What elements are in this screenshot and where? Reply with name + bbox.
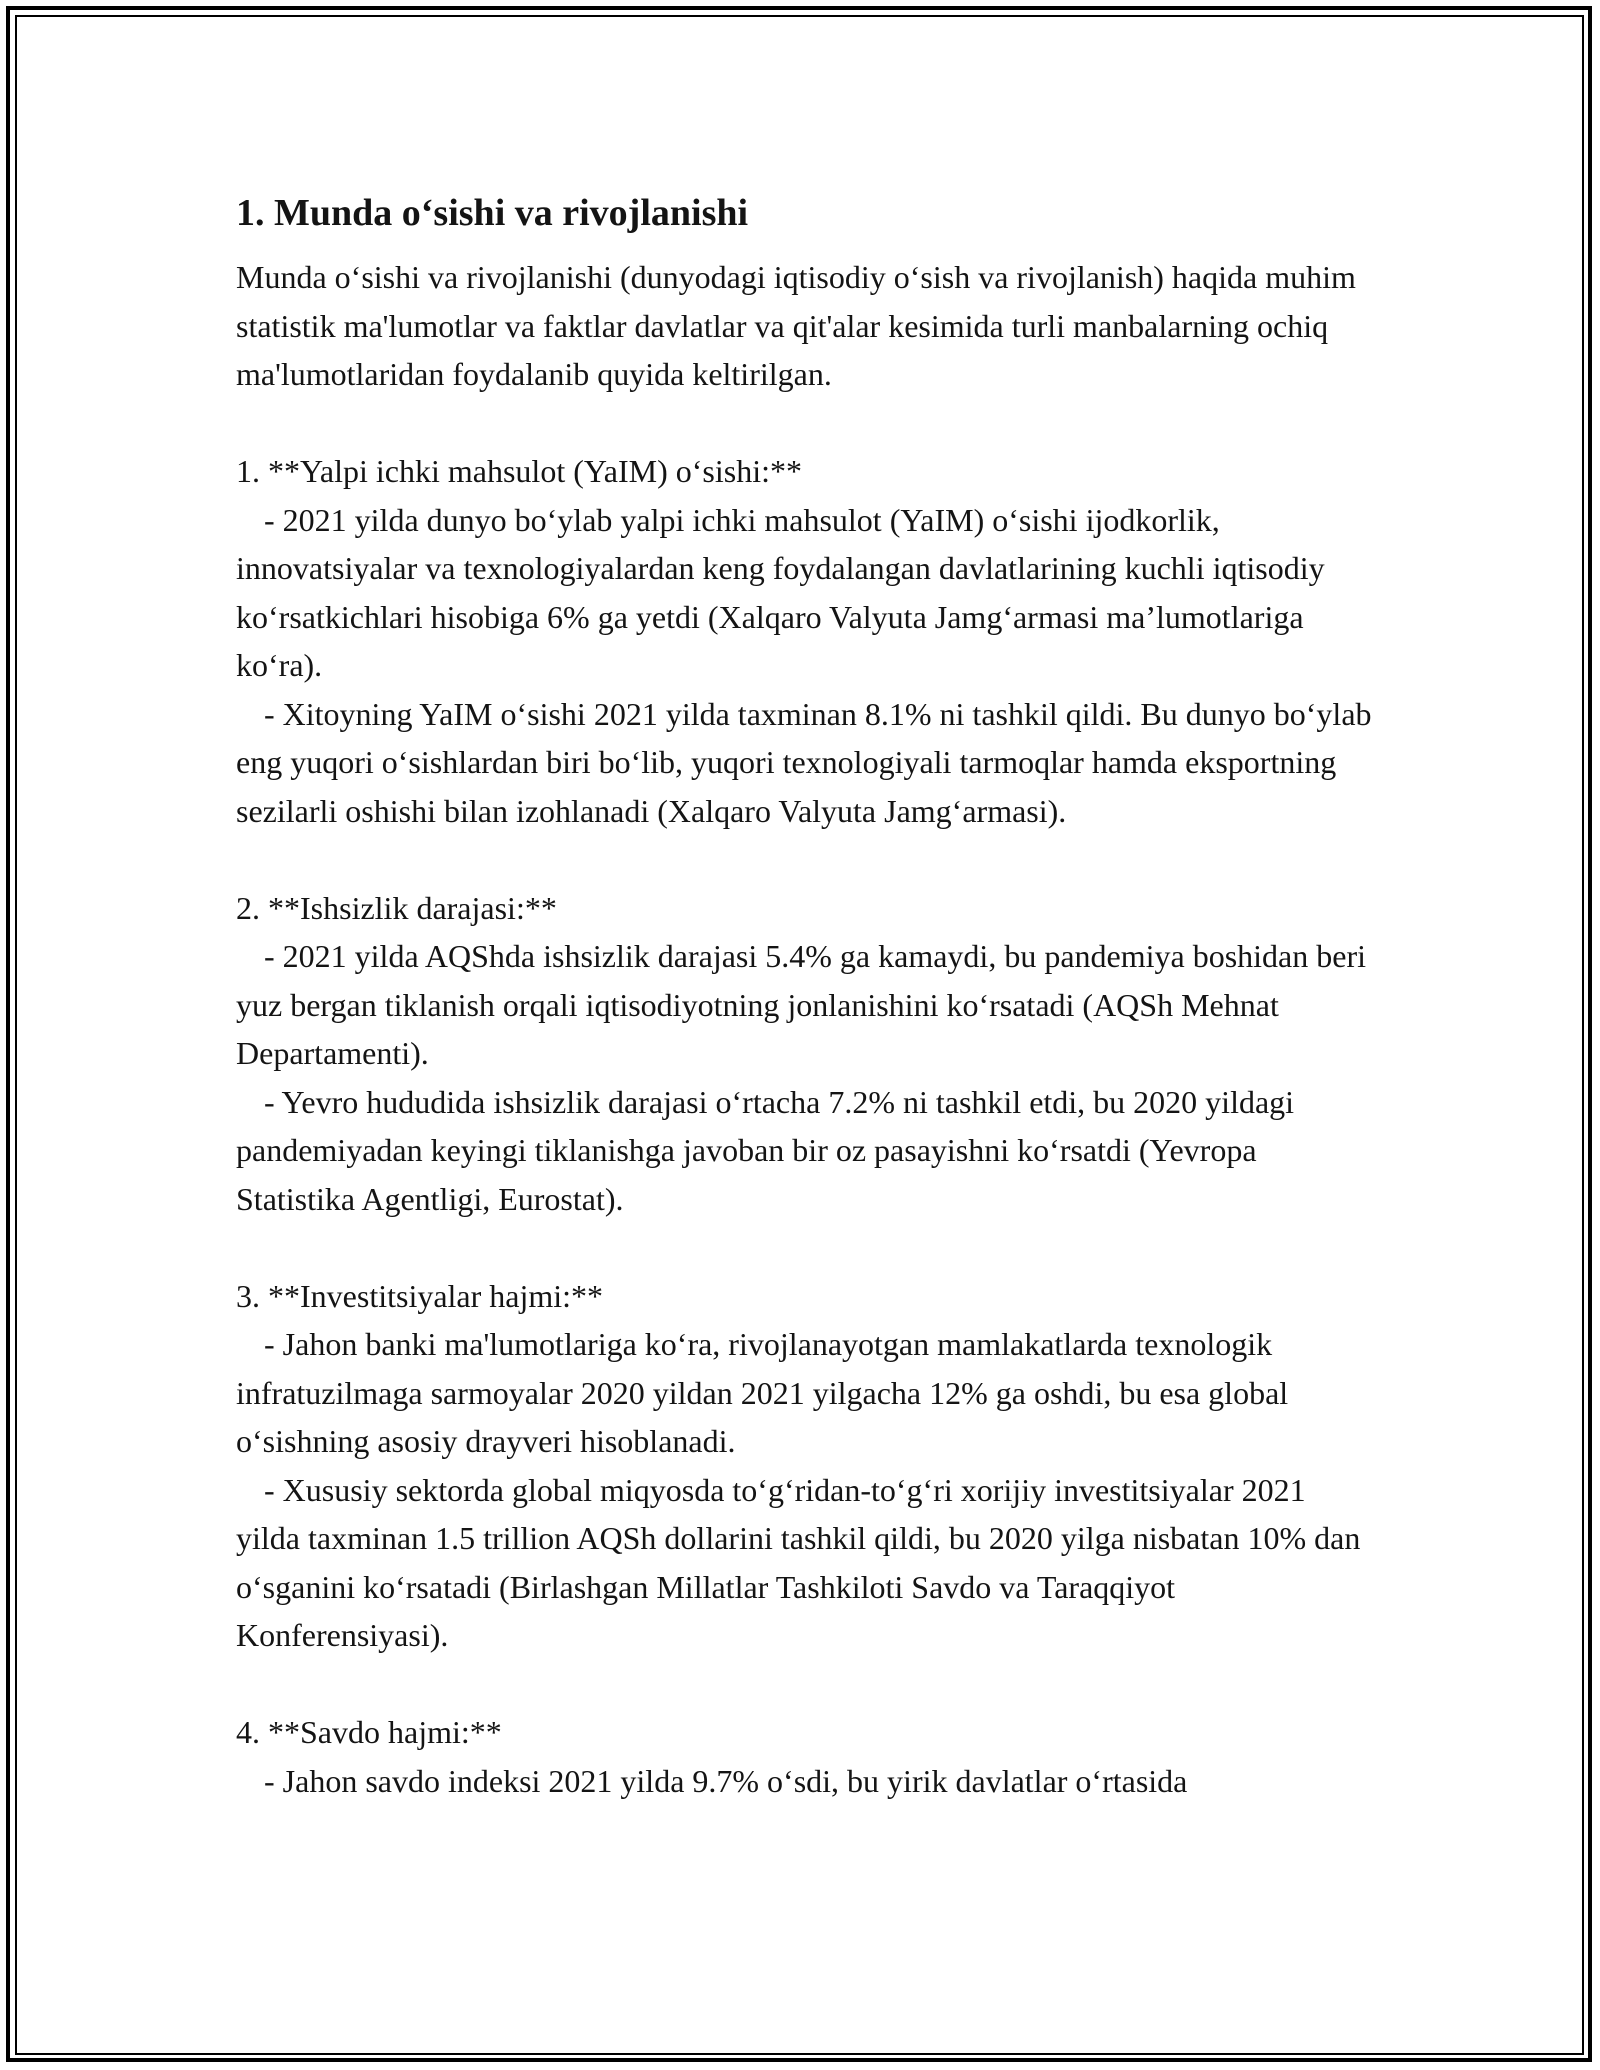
document-title: 1. Munda o‘sishi va rivojlanishi (236, 192, 749, 234)
section-heading: 3. **Investitsiyalar hajmi:** (236, 1277, 604, 1314)
section-bullet: - Xitoyning YaIM o‘sishi 2021 yilda taxminan 8.1% ni tashkil qildi. Bu dunyo bo‘ylab eng yuqori o‘sishlardan biri bo‘lib, yuqori texnologiyali tarmoqlar hamda eksportning sezilarli oshishi bilan izohlanadi (Xalqaro Valyuta Jamg‘armasi). (236, 695, 1372, 829)
intro-paragraph: Munda o‘sishi va rivojlanishi (dunyodagi iqtisodiy o‘sish va rivojlanish) haqida muhim statistik ma'lumotlar va faktlar davlatlar va qit'alar kesimida turli manbalarning ochiq ma'lumotlaridan foydalanib quyida keltirilgan. (236, 259, 1356, 392)
document-body (236, 185, 1376, 1805)
section-heading: 4. **Savdo hajmi:** (236, 1714, 502, 1750)
section-bullet: - 2021 yilda AQShda ishsizlik darajasi 5.4% ga kamaydi, bu pandemiya boshidan beri yuz bergan tiklanish orqali iqtisodiyotning jonlanishini ko‘rsatadi (AQSh Mehnat Departamenti). (236, 938, 1366, 1071)
section-trade-volume (236, 1708, 1376, 1805)
section-bullet: - Jahon banki ma'lumotlariga ko‘ra, rivojlanayotgan mamlakatlarda texnologik infratuzilmaga sarmoyalar 2020 yildan 2021 yilgacha 12% ga oshdi, bu esa global o‘sishning asosiy drayveri hisoblanadi. (236, 1326, 1289, 1459)
section-heading: 2. **Ishsizlik darajasi:** (236, 889, 557, 926)
section-investment (236, 1272, 1376, 1660)
section-gdp-growth (236, 447, 1376, 835)
section-bullet: - Xususiy sektorda global miqyosda to‘g‘ridan-to‘g‘ri xorijiy investitsiyalar 2021 yilda taxminan 1.5 trillion AQSh dollarini tashkil qildi, bu 2020 yilga nisbatan 10% dan o‘sganini ko‘rsatadi (Birlashgan Millatlar Tashkiloti Savdo va Taraqqiyot Konferensiyasi). (236, 1471, 1361, 1653)
section-heading: 1. **Yalpi ichki mahsulot (YaIM) o‘sishi:** (236, 453, 802, 489)
section-bullet: - Jahon savdo indeksi 2021 yilda 9.7% o‘sdi, bu yirik davlatlar o‘rtasida (264, 1762, 1188, 1799)
section-unemployment (236, 884, 1376, 1224)
section-bullet: - 2021 yilda dunyo bo‘ylab yalpi ichki mahsulot (YaIM) o‘sishi ijodkorlik, innovatsiyalar va texnologiyalardan keng foydalangan davlatlarining kuchli iqtisodiy ko‘rsatkichlari hisobiga 6% ga yetdi (Xalqaro Valyuta Jamg‘armasi ma’lumotlariga ko‘ra). (236, 501, 1325, 683)
section-bullet: - Yevro hududida ishsizlik darajasi o‘rtacha 7.2% ni tashkil etdi, bu 2020 yildagi pandemiyadan keyingi tiklanishga javoban bir oz pasayishni ko‘rsatdi (Yevropa Statistika Agentligi, Eurostat). (236, 1083, 1295, 1217)
